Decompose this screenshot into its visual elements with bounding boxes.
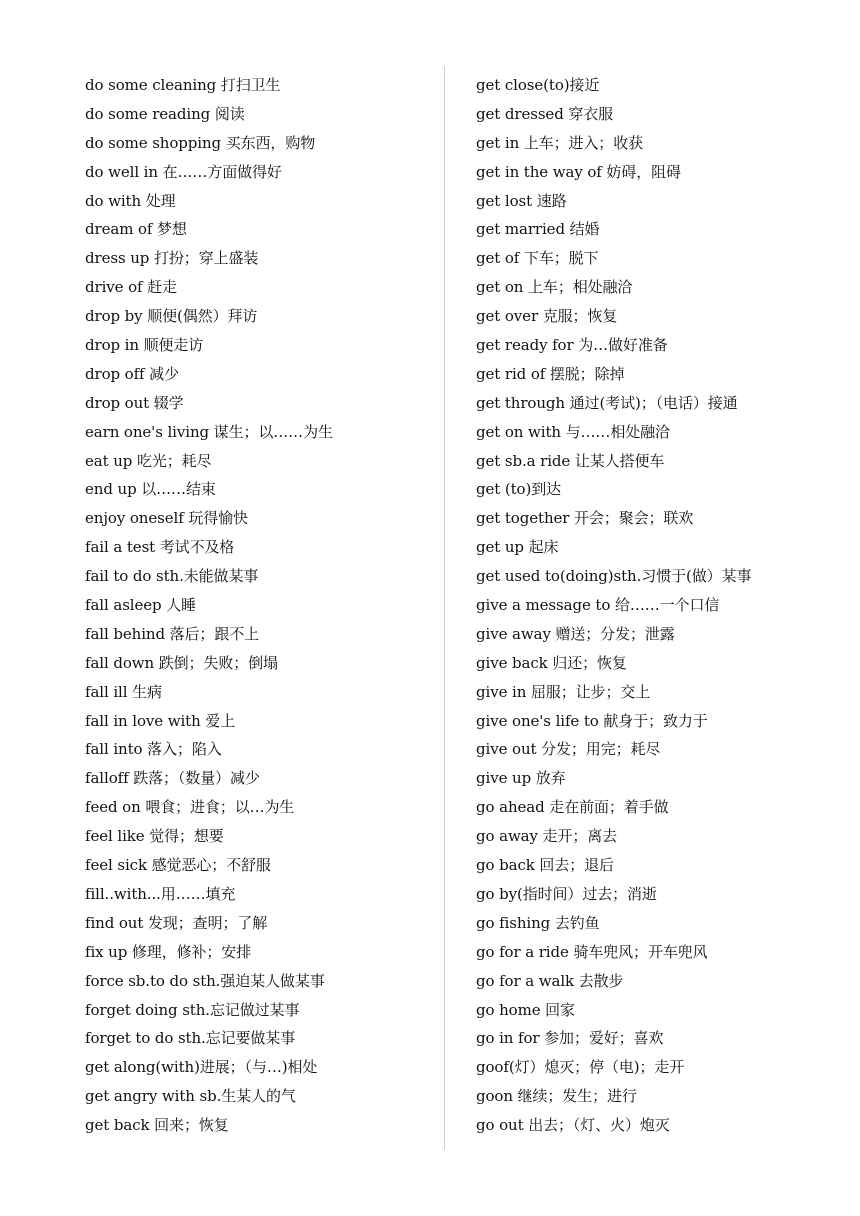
- vocab-entry: do some reading 阅读: [85, 104, 245, 123]
- vocab-entry: give back 归还；恢复: [476, 653, 627, 672]
- vocab-entry: fall asleep 人睡: [85, 596, 197, 615]
- vocab-entry: do well in 在……方面做得好: [85, 162, 282, 181]
- vocab-entry: feel like 觉得；想要: [85, 827, 224, 846]
- vocab-entry: give one's life to 献身于；致力于: [476, 711, 708, 730]
- vocab-entry: give out 分发；用完；耗尽: [476, 740, 661, 759]
- vocab-entry: do some cleaning 打扫卫生: [85, 76, 281, 94]
- vocab-entry: fix up 修理，修补；安排: [85, 942, 252, 961]
- vocab-entry: drop out 辍学: [85, 393, 184, 412]
- vocab-entry: go away 走开；离去: [476, 827, 618, 846]
- vocab-entry: get sb.a ride 让某人搭便车: [476, 451, 665, 470]
- vocab-entry: go for a walk 去散步: [476, 971, 624, 990]
- vocab-entry: goon 继续；发生；进行: [476, 1087, 637, 1106]
- vocab-entry: get in the way of 妨碍，阻碍: [476, 162, 681, 181]
- vocab-entry: get together 开会；聚会；联欢: [476, 509, 694, 528]
- vocab-entry: go in for 参加；爱好；喜欢: [476, 1029, 664, 1048]
- vocab-entry: forget to do sth.忘记要做某事: [85, 1029, 296, 1048]
- vocab-entry: fall down 跌倒；失败；倒塌: [85, 653, 278, 672]
- vocab-entry: get close(to)接近: [476, 76, 600, 94]
- vocab-entry: falloff 跌落；（数量）减少: [85, 769, 260, 788]
- vocab-entry: do some shopping 买东西，购物: [85, 133, 316, 152]
- vocab-entry: drop in 顺便走访: [85, 336, 204, 355]
- vocab-entry: fail a test 考试不及格: [85, 538, 235, 557]
- vocab-entry: get lost 速路: [476, 191, 567, 210]
- vocab-entry: give a message to 给……一个口信: [476, 596, 720, 615]
- vocab-entry: force sb.to do sth.强迫某人做某事: [85, 971, 325, 990]
- vocab-entry: drop off 减少: [85, 364, 179, 383]
- vocab-entry: fill..with...用……填充: [85, 884, 236, 903]
- vocab-entry: get back 回来；恢复: [85, 1116, 229, 1135]
- left-column: [85, 71, 430, 1140]
- vocab-entry: feed on 喂食；进食；以…为生: [85, 798, 295, 817]
- right-column: [476, 71, 846, 1140]
- vocab-entry: get up 起床: [476, 538, 559, 557]
- vocab-entry: get used to(doing)sth.习惯于(做）某事: [476, 567, 752, 586]
- vocab-entry: go for a ride 骑车兜风；开车兜风: [476, 942, 708, 961]
- column-divider: [444, 66, 445, 1150]
- vocab-entry: fall into 落入；陷入: [85, 740, 222, 759]
- vocab-entry: go out 出去；（灯、火）炮灭: [476, 1116, 670, 1135]
- vocab-entry: get through 通过(考试)；（电话）接通: [476, 393, 738, 412]
- vocab-entry: get (to)到达: [476, 480, 562, 499]
- vocab-entry: fail to do sth.未能做某事: [85, 567, 259, 586]
- vocab-entry: go ahead 走在前面；着手做: [476, 798, 669, 817]
- vocab-entry: go fishing 去钓鱼: [476, 913, 600, 932]
- vocab-entry: get ready for 为…做好准备: [476, 336, 668, 355]
- vocab-entry: get rid of 摆脱；除掉: [476, 364, 625, 383]
- vocab-entry: go back 回去；退后: [476, 856, 614, 875]
- vocab-entry: get married 结婚: [476, 220, 600, 239]
- vocab-entry: fall behind 落后；跟不上: [85, 624, 260, 643]
- vocab-entry: get dressed 穿衣服: [476, 104, 614, 123]
- vocab-entry: find out 发现；查明；了解: [85, 913, 268, 932]
- vocab-entry: get of 下车；脱下: [476, 249, 599, 268]
- vocab-entry: feel sick 感觉恶心；不舒服: [85, 856, 271, 875]
- vocab-entry: drop by 顺便(偶然）拜访: [85, 307, 258, 326]
- vocab-entry: goof(灯）熄灭；停（电)；走开: [476, 1058, 685, 1077]
- vocab-entry: dress up 打扮；穿上盛装: [85, 249, 259, 268]
- vocab-entry: drive of 赶走: [85, 278, 177, 297]
- vocab-entry: end up 以……结束: [85, 480, 216, 499]
- vocab-entry: get angry with sb.生某人的气: [85, 1087, 296, 1106]
- vocab-entry: give in 屈服；让步；交上: [476, 682, 651, 701]
- vocab-entry: earn one's living 谋生；以……为生: [85, 422, 333, 441]
- vocab-entry: go home 回家: [476, 1000, 575, 1019]
- vocab-entry: eat up 吃光；耗尽: [85, 451, 212, 470]
- vocab-entry: dream of 梦想: [85, 220, 187, 239]
- vocab-entry: get over 克服；恢复: [476, 307, 618, 326]
- vocab-entry: fall ill 生病: [85, 682, 162, 701]
- vocab-entry: do with 处理: [85, 191, 176, 210]
- vocab-entry: give away 赠送；分发；泄露: [476, 624, 675, 643]
- vocab-entry: get on 上车；相处融洽: [476, 278, 633, 297]
- vocab-entry: give up 放弃: [476, 769, 566, 788]
- vocab-entry: fall in love with 爱上: [85, 711, 236, 730]
- vocab-entry: forget doing sth.忘记做过某事: [85, 1000, 300, 1019]
- vocab-entry: get along(with)进展；（与…)相处: [85, 1058, 318, 1077]
- vocab-entry: go by(指时间）过去；消逝: [476, 884, 657, 903]
- vocab-entry: get on with 与……相处融洽: [476, 422, 670, 441]
- vocab-entry: enjoy oneself 玩得愉快: [85, 509, 248, 528]
- vocab-entry: get in 上车；进入；收获: [476, 133, 644, 152]
